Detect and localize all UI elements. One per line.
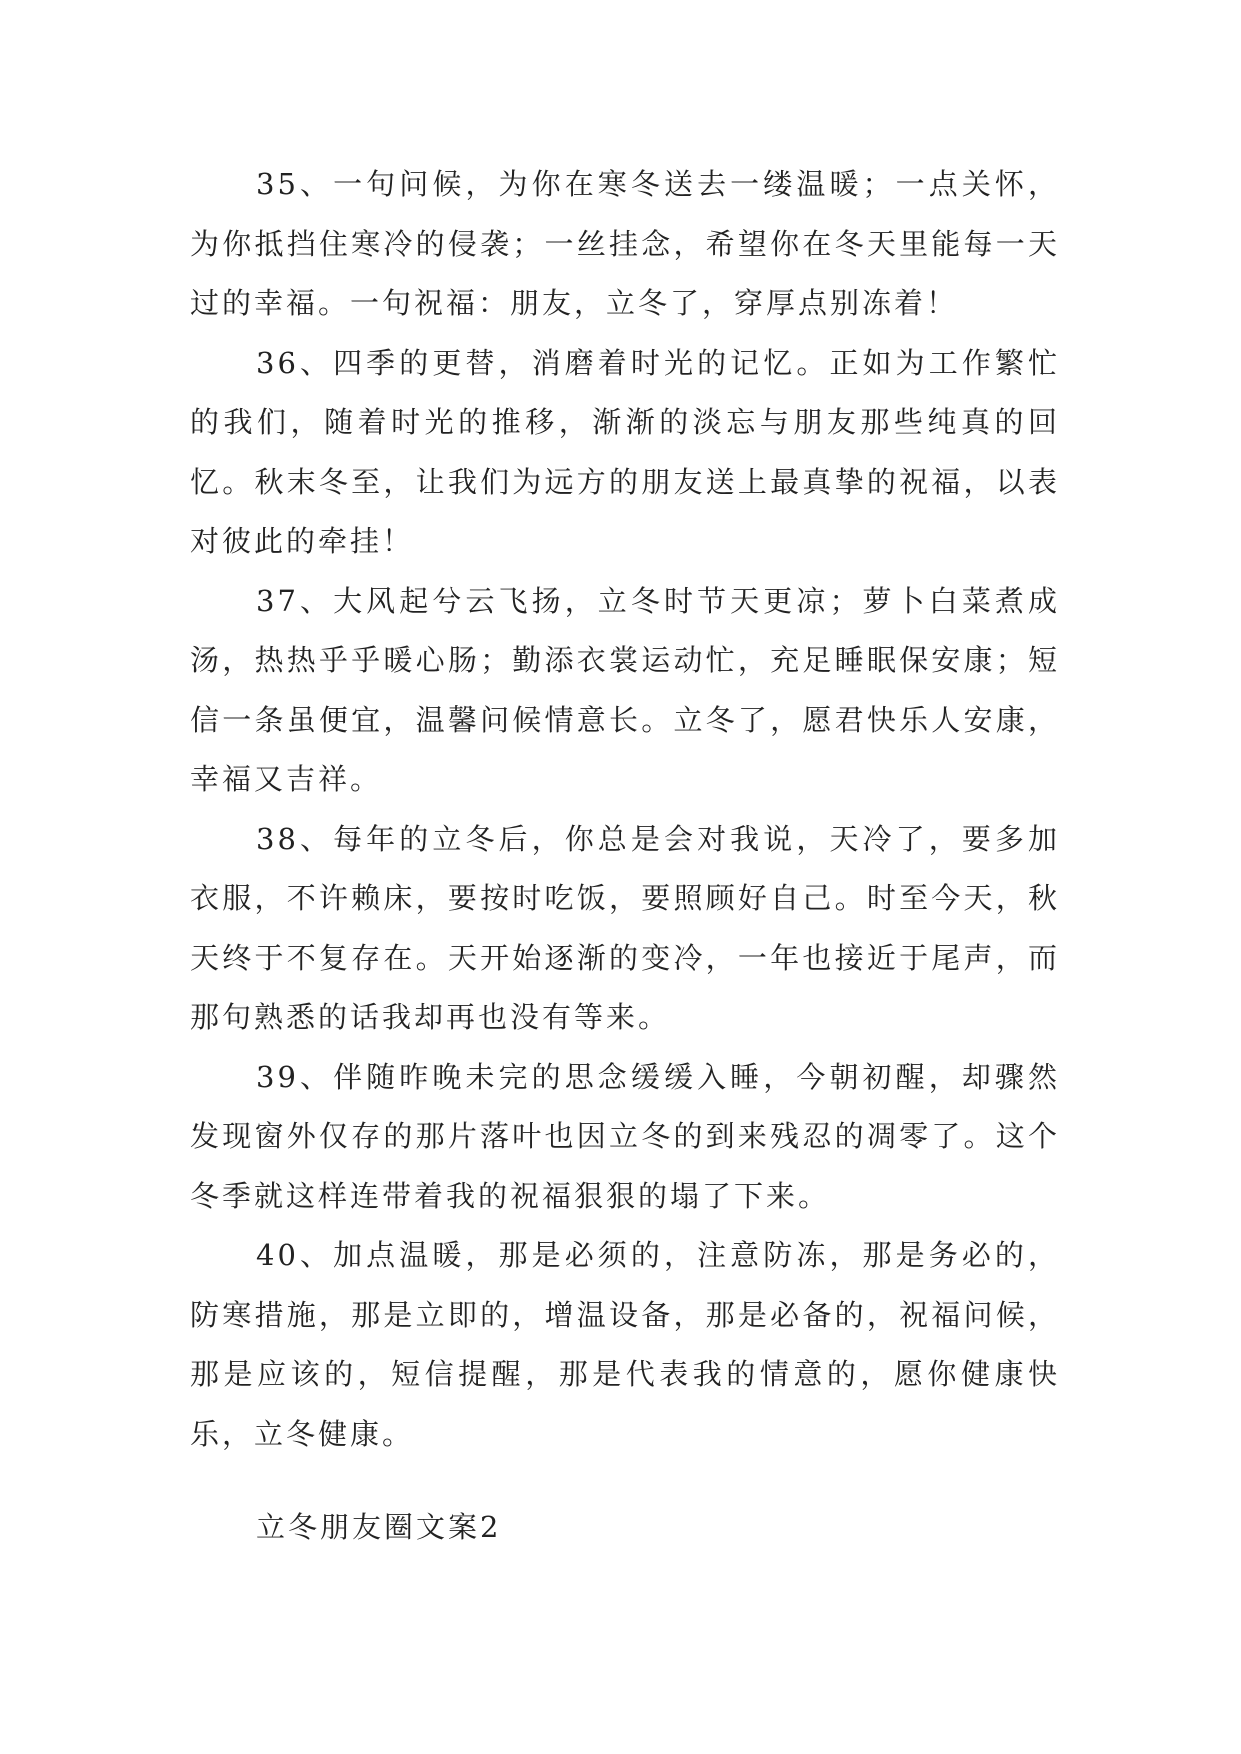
paragraph-37: 37、大风起兮云飞扬，立冬时节天更凉；萝卜白菜煮成汤，热热乎乎暖心肠；勤添衣裳运动忙，充足睡眠保安康；短信一条虽便宜，温馨问候情意长。立冬了，愿君快乐人安康，幸福又吉祥。 (190, 583, 1060, 796)
paragraph-35: 35、一句问候，为你在寒冬送去一缕温暖；一点关怀，为你抵挡住寒冷的侵袭；一丝挂念，希望你在冬天里能每一天过的幸福。一句祝福：朋友，立冬了，穿厚点别冻着！ (190, 167, 1060, 320)
section-heading: 立冬朋友圈文案2 (256, 1510, 502, 1544)
paragraph-38: 38、每年的立冬后，你总是会对我说，天冷了，要多加衣服，不许赖床，要按时吃饭，要照顾好自己。时至今天，秋天终于不复存在。天开始逐渐的变冷，一年也接近于尾声，而那句熟悉的话我却再也没有等来。 (190, 821, 1060, 1034)
paragraph-39: 39、伴随昨晚未完的思念缓缓入睡，今朝初醒，却骤然发现窗外仅存的那片落叶也因立冬的到来残忍的凋零了。这个冬季就这样连带着我的祝福狠狠的塌了下来。 (190, 1059, 1060, 1213)
document-body (190, 155, 1060, 1464)
paragraph-36: 36、四季的更替，消磨着时光的记忆。正如为工作繁忙的我们，随着时光的推移，渐渐的淡忘与朋友那些纯真的回忆。秋末冬至，让我们为远方的朋友送上最真挚的祝福，以表对彼此的牵挂！ (190, 345, 1060, 558)
paragraph-40: 40、加点温暖，那是必须的，注意防冻，那是务必的，防寒措施，那是立即的，增温设备，那是必备的，祝福问候，那是应该的，短信提醒，那是代表我的情意的，愿你健康快乐，立冬健康。 (190, 1238, 1060, 1451)
